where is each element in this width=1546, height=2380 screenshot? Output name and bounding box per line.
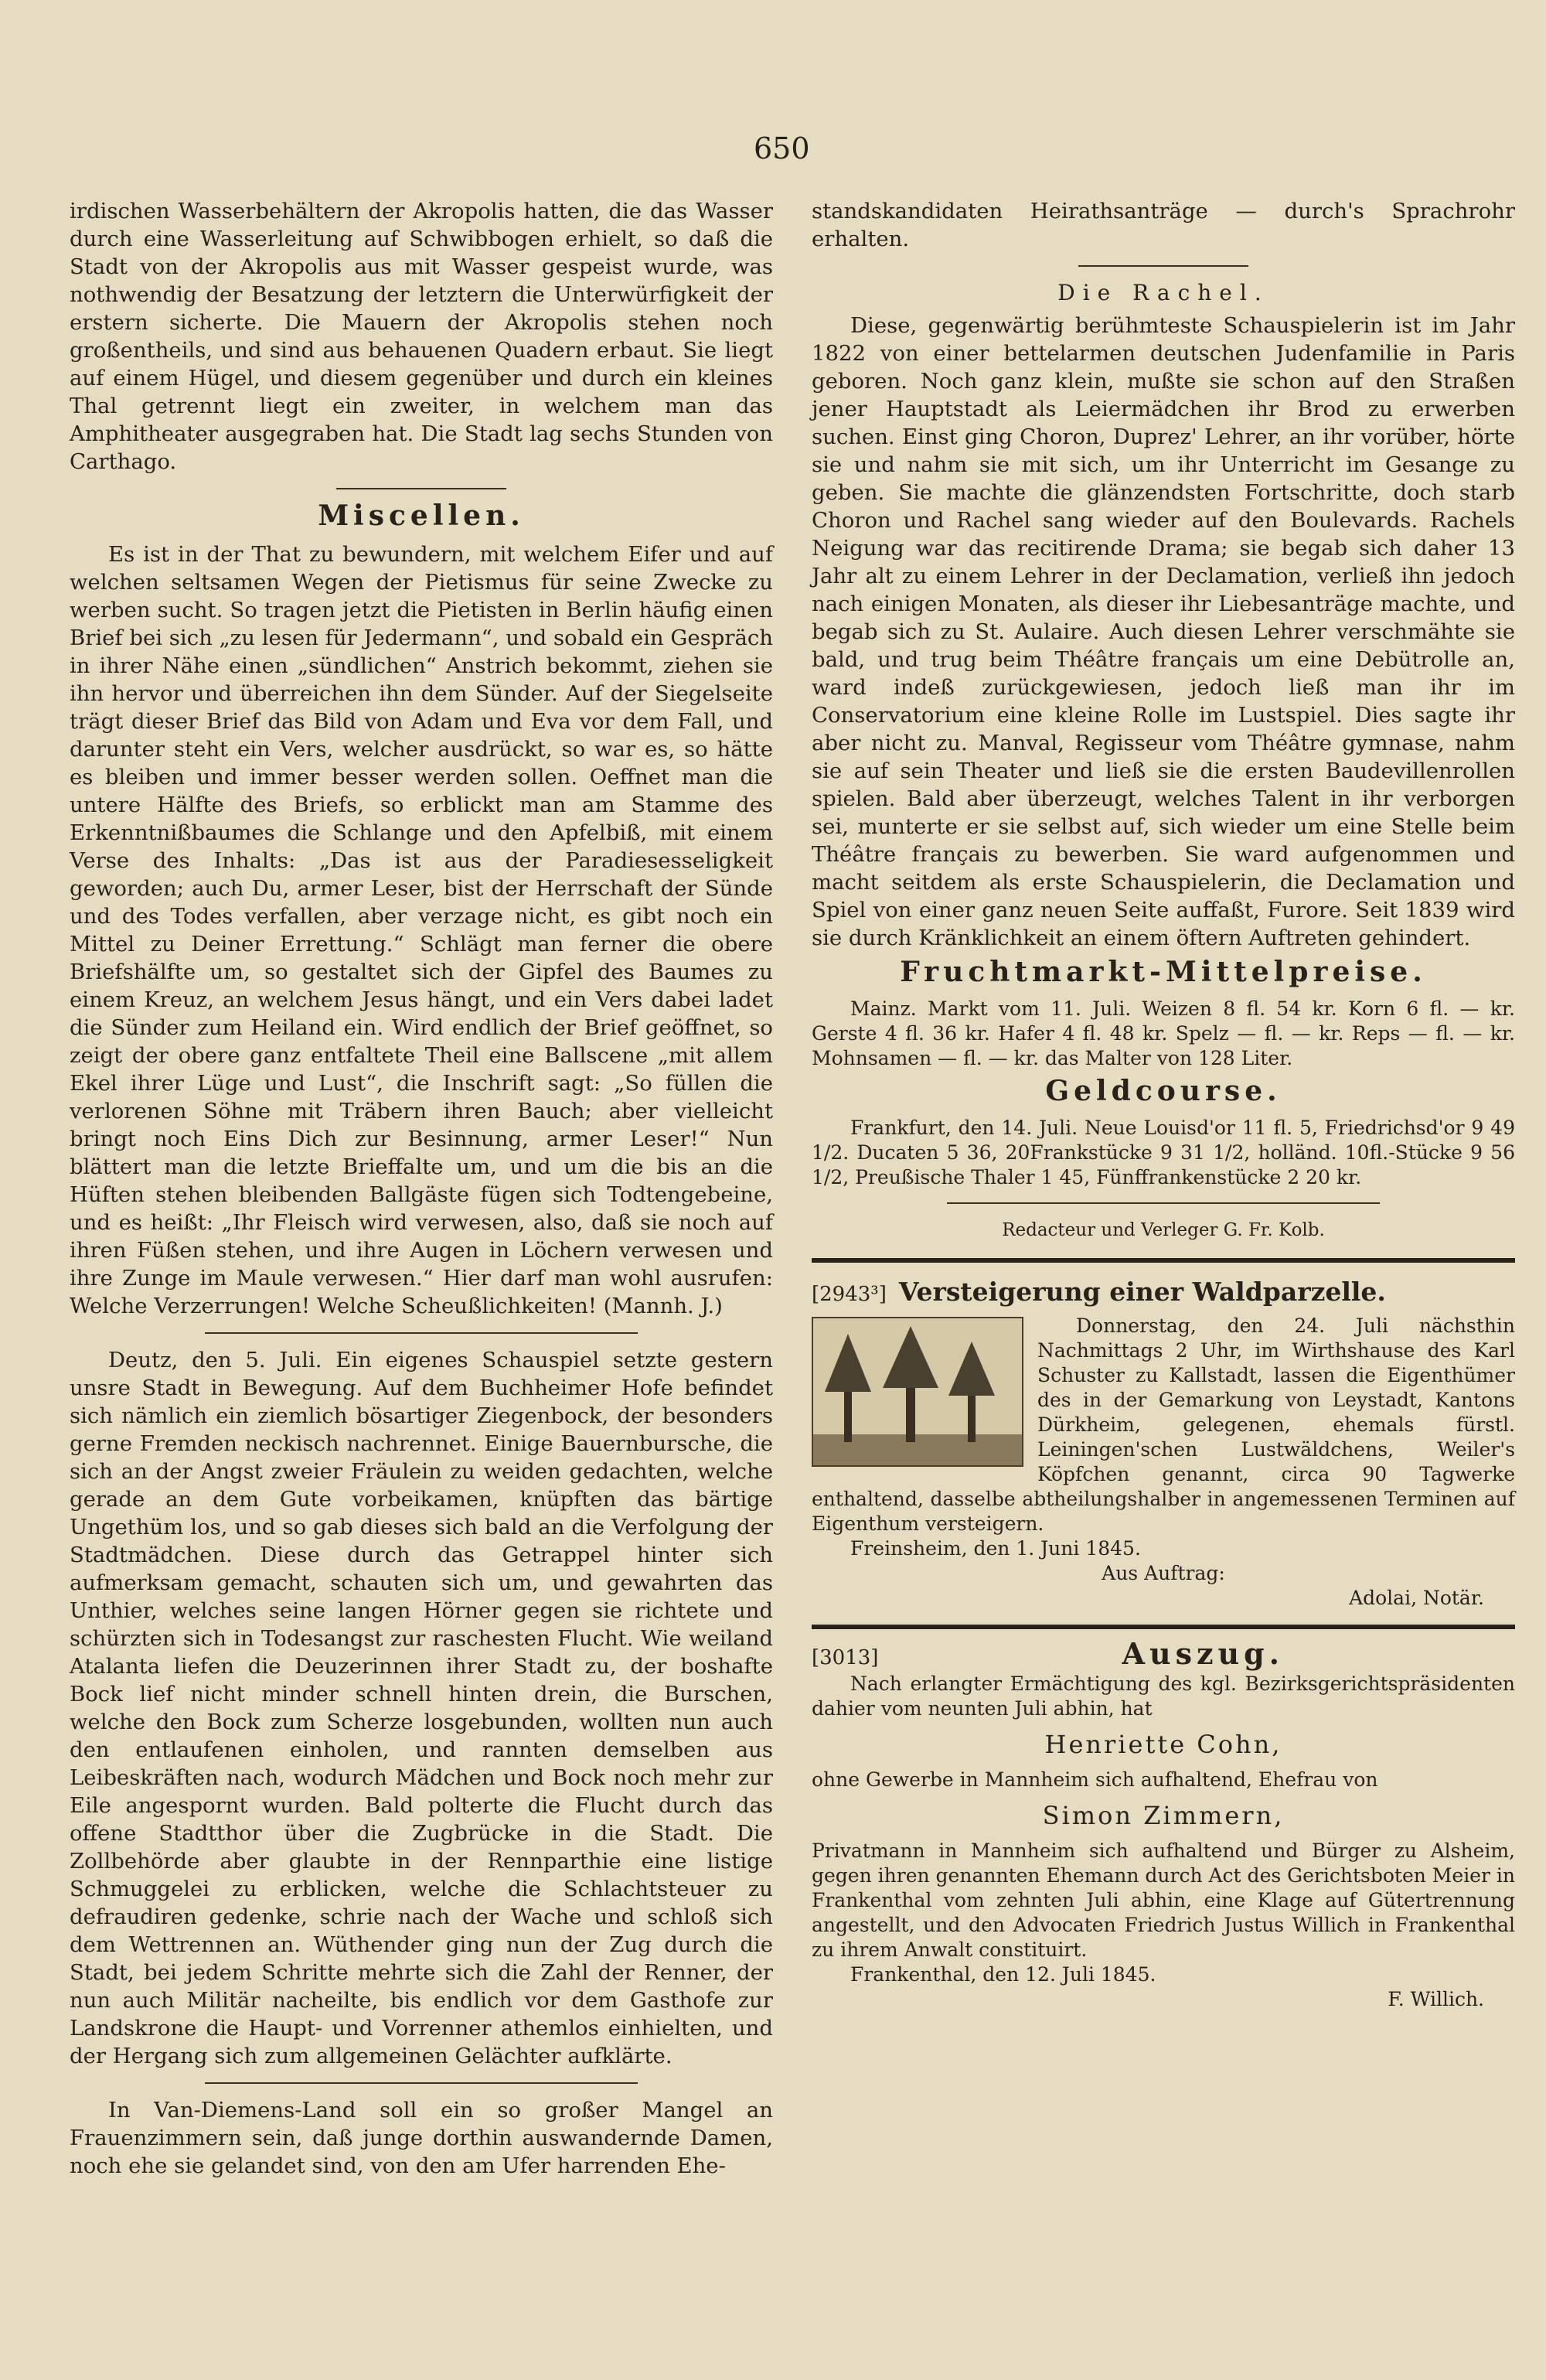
ad2-paragraph-1: Nach erlangter Ermächtigung des kgl. Bezirksgerichtspräsidenten dahier vom neunten Juli abhin, hat [812, 1672, 1515, 1720]
ad2-paragraph-3: Privatmann in Mannheim sich aufhaltend und Bürger zu Alsheim, gegen ihren genannten Ehemann durch Act des Gerichtsboten Meier in Frankenthal vom zehnten Juli abhin, eine Klage auf Gütertrennung angestellt, und den Advocaten Friedrich Justus Willich in Frankenthal zu ihrem Anwalt constituirt. [812, 1840, 1515, 1961]
ad1-body: Donnerstag, den 24. Juli nächsthin Nachmittags 2 Uhr, im Wirthshause des Karl Schuster zu Kallstadt, lassen die Eigenthümer des in der Gemarkung von Leystadt, Kantons Dürkheim, gelegenen, ehemals fürstl. Leiningen'schen Lustwäldchens, Weiler's Köpfchen genannt, circa 90 Tagwerke enthaltend, dasselbe abtheilungshalber in angemessenen Terminen auf Eigenthum versteigern. [812, 1314, 1515, 1535]
rachel-heading: Die Rachel. [1057, 280, 1269, 305]
separator [1078, 265, 1248, 267]
deutz-paragraph: Deutz, den 5. Juli. Ein eigenes Schauspiel setzte gestern unsre Stadt in Bewegung. Auf dem Buchheimer Hofe befindet sich nämlich ein ziemlich bösartiger Ziegenbock, der besonders gerne Fremden neckisch nachrennet. Einige Bauernbursche, die sich an der Angst zweier Fräulein zu weiden gedachten, welche gerade an dem Gute vorbeikamen, knüpften das bärtige Ungethüm los, und so gab dieses sich bald an die Verfolgung der Stadtmädchen. Diese durch das Getrappel hinter sich aufmerksam gemacht, schauten sich um, und gewahrten das Unthier, welches seine langen Hörner gegen sie richtete und schürzten sich in Todesangst zur raschesten Flucht. Wie weiland Atalanta liefen die Deuzerinnen ihrer Stadt zu, der boshafte Bock lief nicht minder schnell hinten drein, die Burschen, welche den Bock zum Scherze losgebunden, wollten nun auch den entlaufenen einholen, und rannten demselben aus Leibeskräften nach, wodurch Mädchen und Bock noch mehr zur Eile angespornt wurden. Bald polterte die Flucht durch das offene Stadtthor über die Zugbrücke in die Stadt. Die Zollbehörde aber glaubte in der Rennparthie eine listige Schmuggelei zu erblicken, welche die Schlachtsteuer zu defraudiren gedenke, schrie nach der Wache und schloß sich dem Wettrennen an. Wüthender ging nun der Zug durch die Stadt, bei jedem Schritte mehrte sich die Zahl der Renner, der nun auch Militär nacheilte, bis endlich vor dem Gasthofe zur Landskrone die Haupt- und Vorrenner athemlos einhielten, und der Hergang sich zum allgemeinen Gelächter aufklärte. [70, 1348, 773, 2068]
ad2-paragraph-2: ohne Gewerbe in Mannheim sich aufhaltend, Ehefrau von [812, 1768, 1378, 1791]
thick-rule [812, 1258, 1515, 1263]
miscellen-heading: Miscellen. [318, 500, 525, 532]
ad2-number: [3013] [812, 1646, 879, 1669]
ad1-auftrag: Aus Auftrag: [1102, 1562, 1225, 1584]
fruchtmarkt-paragraph: Mainz. Markt vom 11. Juli. Weizen 8 fl. 54 kr. Korn 6 fl. — kr. Gerste 4 fl. 36 kr. Hafer 4 fl. 48 kr. Spelz — fl. — kr. Reps — fl. — kr. Mohnsamen — fl. — kr. das Malter von 128 Liter. [812, 997, 1515, 1069]
thick-rule [812, 1625, 1515, 1629]
ad2-title: Auszug. [1122, 1636, 1284, 1671]
ad2-name-2: Simon Zimmern, [1042, 1801, 1285, 1830]
ad2-name-1: Henriette Cohn, [1044, 1730, 1282, 1759]
ad1-header [812, 1274, 1515, 1314]
vandiemen-paragraph: In Van-Diemens-Land soll ein so großer Mangel an Frauenzimmern sein, daß junge dorthin auswandernde Damen, noch ehe sie gelandet sind, von den am Ufer harrenden Ehe- [70, 2098, 773, 2178]
ad2-signature: F. Willich. [1388, 1988, 1484, 2010]
fruchtmarkt-heading: Fruchtmarkt-Mittelpreise. [900, 956, 1427, 988]
akropolis-paragraph: irdischen Wasserbehältern der Akropolis hatten, die das Wasser durch eine Wasserleitung auf Schwibbogen erhielt, so daß die Stadt von der Akropolis aus mit Wasser gespeist wurde, was nothwendig der Besatzung der letztern die Unterwürfigkeit der erstern sicherte. Die Mauern der Akropolis stehen noch großentheils, und sind aus behauenen Quadern erbaut. Sie liegt auf einem Hügel, und diesem gegenüber und durch ein kleines Thal getrennt liegt ein zweiter, in welchem man das Amphitheater ausgegraben hat. Die Stadt lag sechs Stunden von Carthago. [70, 199, 773, 474]
forest-woodcut-image [812, 1317, 1023, 1467]
pietismus-text: Es ist in der That zu bewundern, mit welchem Eifer und auf welchen seltsamen Wegen der Pietismus für seine Zwecke zu werben sucht. So tragen jetzt die Pietisten in Berlin häufig einen Brief bei sich „zu lesen für Jedermann“, und sobald ein Gespräch in ihrer Nähe einen „sündlichen“ Anstrich bekommt, ziehen sie ihn hervor und überreichen ihn dem Sünder. Auf der Siegelseite trägt dieser Brief das Bild von Adam und Eva vor dem Fall, und darunter steht ein Vers, welcher ausdrückt, so war es, so hätte es bleiben und immer besser werden sollen. Oeffnet man die untere Hälfte des Briefs, so erblickt man am Stamme des Erkenntnißbaumes die Schlange und den Apfelbiß, mit einem Verse des Inhalts: „Das ist aus der Paradiesesseligkeit geworden; auch Du, armer Leser, bist der Herrschaft der Sünde und des Todes verfallen, aber verzage nicht, es gibt noch ein Mittel zu Deiner Errettung.“ Schlägt man ferner die obere Briefshälfte um, so gestaltet sich der Gipfel des Baumes zu einem Kreuz, an welchem Jesus hängt, und ein Vers dabei ladet die Sünder zum Heiland ein. Wird endlich der Brief geöffnet, so zeigt der obere ganz entfaltete Theil eine Ballscene „mit allem Ekel ihrer Lüge und Lust“, die Inschrift sagt: „So füllen die verlorenen Söhne mit Träbern ihren Bauch; aber vielleicht bringt noch Eins Dich zur Besinnung, armer Leser!“ Nun blättert man die letzte Brieffalte um, und um die bis an die Hüften stehen bleibenden Ballgäste fügen sich Todtengebeine, und es heißt: „Ihr Fleisch wird verwesen, also, daß sie noch auf ihren Füßen stehen, und ihre Augen in Löchern verwesen und ihre Zunge im Maule verwesen.“ Hier darf man wohl ausrufen: Welche Verzerrungen! Welche Scheußlichkeiten! [70, 542, 773, 1318]
separator [205, 2082, 638, 2084]
ad1-place-date: Freinsheim, den 1. Juni 1845. [850, 1537, 1141, 1560]
ad2-place-date: Frankenthal, den 12. Juli 1845. [850, 1963, 1156, 1986]
right-column [812, 197, 1515, 2012]
separator [336, 488, 506, 489]
editor-credit: Redacteur und Verleger G. Fr. Kolb. [1002, 1220, 1325, 1240]
geldcourse-heading: Geldcourse. [1045, 1075, 1282, 1107]
continuation-paragraph: standskandidaten Heirathsanträge — durch's Sprachrohr erhalten. [812, 199, 1515, 251]
left-column [70, 197, 773, 2180]
page-number: 650 [754, 131, 810, 165]
ad1-number: [2943³] [812, 1283, 887, 1306]
pietismus-source: (Mannh. J.) [603, 1294, 723, 1318]
separator [205, 1332, 638, 1334]
ad2-header [812, 1636, 1515, 1672]
geldcourse-paragraph: Frankfurt, den 14. Juli. Neue Louisd'or 11 fl. 5, Friedrichsd'or 9 49 1/2. Ducaten 5 36, 20Frankstücke 9 31 1/2, holländ. 10fl.-Stücke 9 56 1/2, Preußische Thaler 1 45, Fünffrankenstücke 2 20 kr. [812, 1117, 1515, 1188]
rachel-paragraph: Diese, gegenwärtig berühmteste Schauspielerin ist im Jahr 1822 von einer bettelarmen deutschen Judenfamilie in Paris geboren. Noch ganz klein, mußte sie schon auf den Straßen jener Hauptstadt als Leiermädchen ihr Brod zu erwerben suchen. Einst ging Choron, Duprez' Lehrer, an ihr vorüber, hörte sie und nahm sie mit sich, um ihr Unterricht im Gesange zu geben. Sie machte die glänzendsten Fortschritte, doch starb Choron und Rachel sang wieder auf den Boulevards. Rachels Neigung war das recitirende Drama; sie begab sich daher 13 Jahr alt zu einem Lehrer in der Declamation, verließ ihn jedoch nach einigen Monaten, als dieser ihr Liebesanträge machte, und begab sich zu St. Aulaire. Auch diesen Lehrer verschmähte sie bald, und trug beim Théâtre français um eine Debütrolle an, ward indeß zurückgewiesen, jedoch ließ man ihr im Conservatorium eine kleine Rolle im Lustspiel. Dies sagte ihr aber nicht zu. Manval, Regisseur vom Théâtre gymnase, nahm sie auf sein Theater und ließ sie die ersten Baudevillenrollen spielen. Bald aber überzeugt, welches Talent in ihr verborgen sei, munterte er sie selbst auf, sich wieder um eine Stelle beim Théâtre français zu bewerben. Sie ward aufgenommen und macht seitdem als erste Schauspielerin, die Declamation und Spiel von einer ganz neuen Seite auffaßt, Furore. Seit 1839 wird sie durch Kränklichkeit an einem öftern Auftreten gehindert. [812, 313, 1515, 950]
ad1-signature: Adolai, Notär. [1349, 1587, 1484, 1609]
pietismus-paragraph [70, 540, 773, 1320]
separator [947, 1202, 1380, 1204]
ad1-body-wrap [812, 1314, 1515, 1536]
ad1-title: Versteigerung einer Waldparzelle. [898, 1277, 1386, 1307]
